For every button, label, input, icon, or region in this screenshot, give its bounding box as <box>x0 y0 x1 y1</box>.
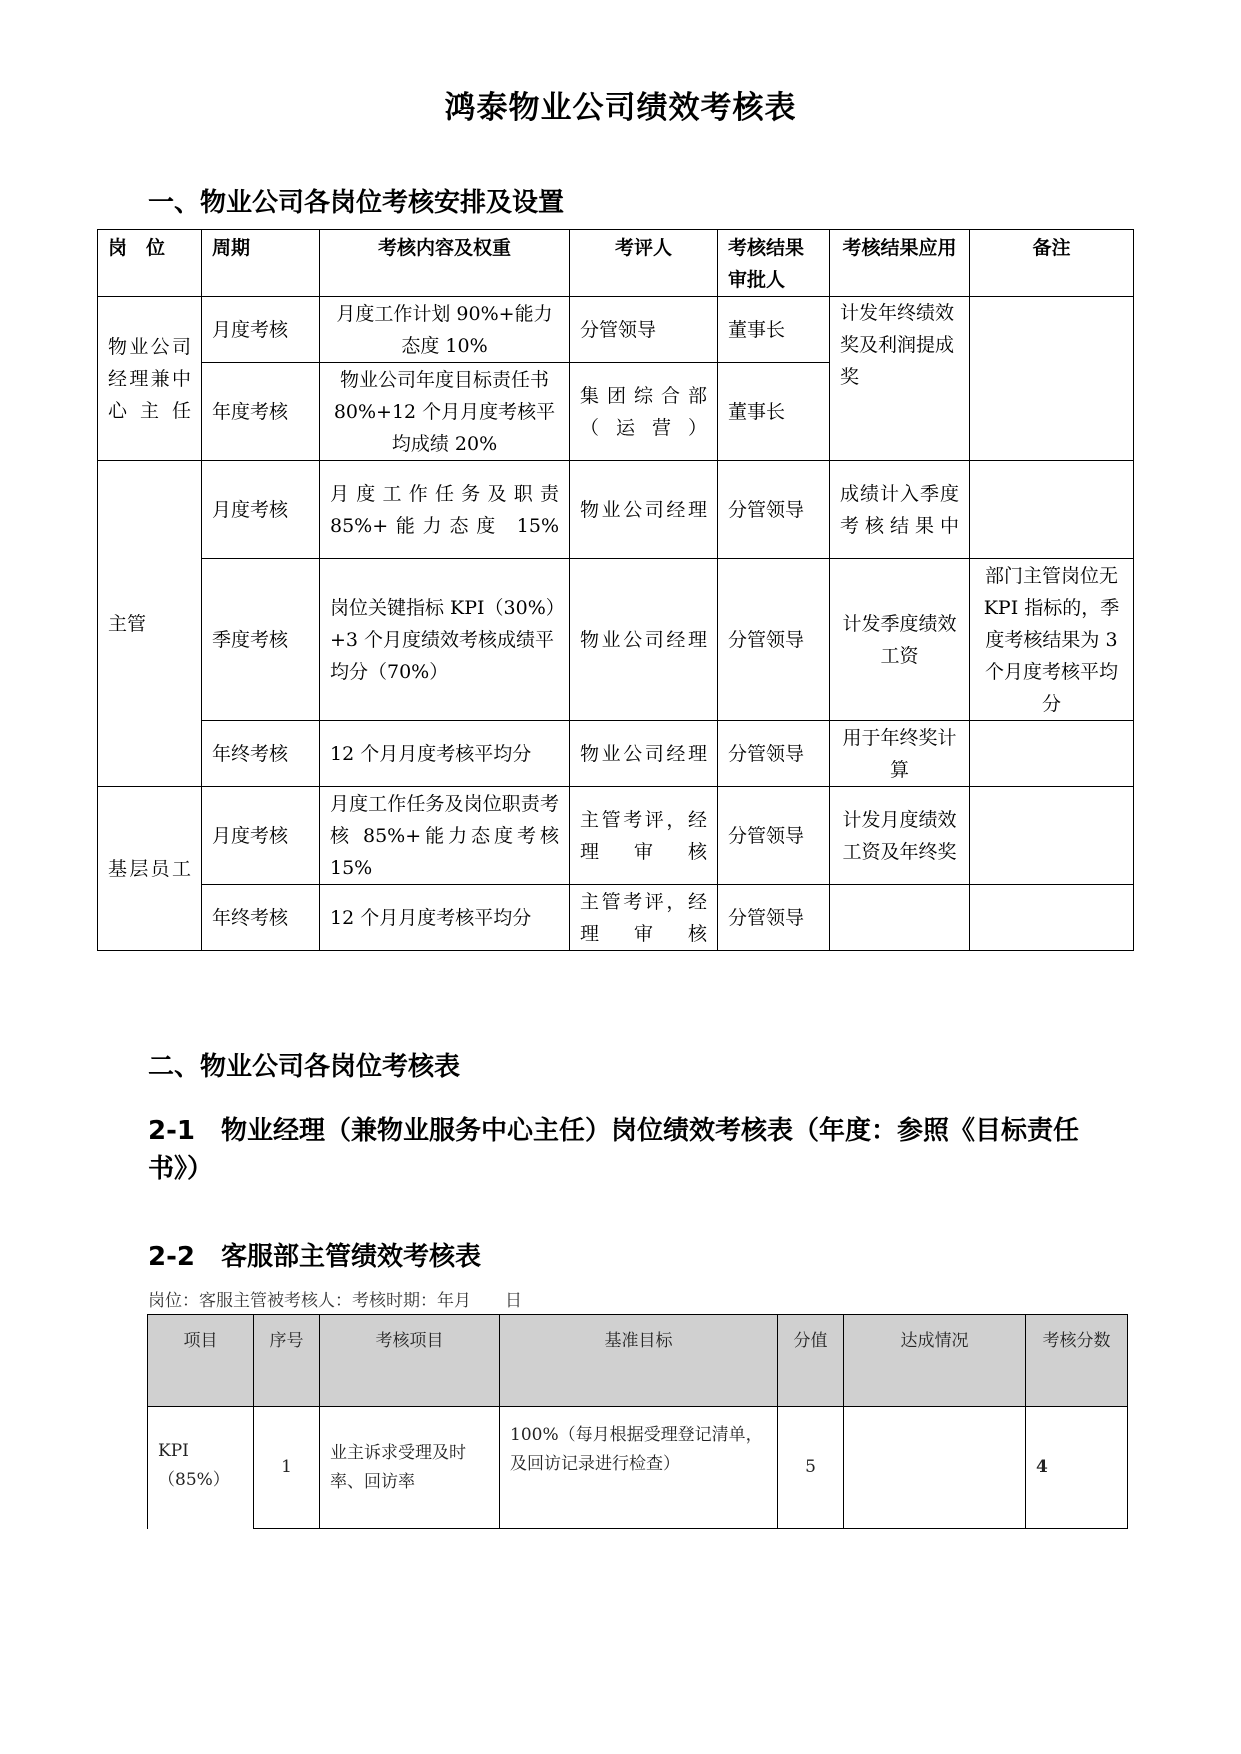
cell-evaluator: 主管考评，经理审核 <box>570 787 718 885</box>
section2-1-heading: 2-1 物业经理（兼物业服务中心主任）岗位绩效考核表（年度：参照《目标责任书》） <box>148 1116 1079 1184</box>
table-header-row <box>98 230 1134 297</box>
header-points: 分值 <box>778 1315 844 1407</box>
cell-period: 季度考核 <box>202 559 320 721</box>
cell-score: 4 <box>1026 1407 1128 1529</box>
cell-period: 月度考核 <box>202 787 320 885</box>
cell-approver: 董事长 <box>718 363 830 461</box>
header-achieved: 达成情况 <box>844 1315 1026 1407</box>
cell-content: 物业公司年度目标责任书 80%+12 个月月度考核平均成绩 20% <box>320 363 570 461</box>
service-supervisor-kpi-table <box>147 1314 1128 1529</box>
cell-note <box>970 787 1134 885</box>
document-title: 鸿泰物业公司绩效考核表 <box>444 90 797 126</box>
cell-period: 年终考核 <box>202 885 320 951</box>
cell-application: 计发月度绩效工资及年终奖 <box>830 787 970 885</box>
cell-period: 年终考核 <box>202 721 320 787</box>
cell-content: 12 个月月度考核平均分 <box>320 721 570 787</box>
cell-post: 主管 <box>98 461 202 787</box>
header-project: 考核项目 <box>320 1315 500 1407</box>
cell-content: 月度工作任务及职责 85%+能力态度 15% <box>320 461 570 559</box>
cell-approver: 分管领导 <box>718 559 830 721</box>
table-row <box>98 559 1134 721</box>
cell-evaluator: 集团综合部（运营） <box>570 363 718 461</box>
table-header-row <box>148 1315 1128 1407</box>
assessment-arrangement-table <box>97 229 1134 951</box>
cell-note <box>970 885 1134 951</box>
cell-post: 基层员工 <box>98 787 202 951</box>
header-approver: 考核结果审批人 <box>718 230 830 297</box>
cell-evaluator: 物业公司经理 <box>570 721 718 787</box>
section2-heading: 二、物业公司各岗位考核表 <box>148 1052 461 1082</box>
header-period: 周期 <box>202 230 320 297</box>
header-post: 岗 位 <box>98 230 202 297</box>
cell-evaluator: 物业公司经理 <box>570 461 718 559</box>
cell-evaluator: 主管考评，经理审核 <box>570 885 718 951</box>
cell-approver: 分管领导 <box>718 787 830 885</box>
header-note: 备注 <box>970 230 1134 297</box>
cell-note <box>970 297 1134 461</box>
cell-content: 12 个月月度考核平均分 <box>320 885 570 951</box>
table-row <box>98 461 1134 559</box>
cell-no: 1 <box>254 1407 320 1529</box>
cell-application <box>830 885 970 951</box>
header-item: 项目 <box>148 1315 254 1407</box>
cell-content: 月度工作任务及岗位职责考核 85%+能力态度考核 15% <box>320 787 570 885</box>
header-target: 基准目标 <box>500 1315 778 1407</box>
cell-project: 业主诉求受理及时率、回访率 <box>320 1407 500 1529</box>
table-row <box>98 297 1134 363</box>
header-application: 考核结果应用 <box>830 230 970 297</box>
cell-content: 月度工作计划 90%+能力 态度 10% <box>320 297 570 363</box>
cell-application: 用于年终奖计算 <box>830 721 970 787</box>
table-row <box>98 787 1134 885</box>
assessment-meta-line: 岗位：客服主管被考核人：考核时期：年月 日 <box>148 1291 522 1311</box>
section2-2-heading: 2-2 客服部主管绩效考核表 <box>148 1242 481 1272</box>
table-row <box>98 721 1134 787</box>
header-content: 考核内容及权重 <box>320 230 570 297</box>
cell-post: 物业公司经理兼中心主任 <box>98 297 202 461</box>
cell-approver: 分管领导 <box>718 721 830 787</box>
cell-period: 年度考核 <box>202 363 320 461</box>
section1-heading: 一、物业公司各岗位考核安排及设置 <box>148 188 565 218</box>
cell-note <box>970 721 1134 787</box>
table-row <box>148 1407 1128 1529</box>
table-row <box>98 885 1134 951</box>
header-score: 考核分数 <box>1026 1315 1128 1407</box>
cell-content: 岗位关键指标 KPI（30%）+3 个月度绩效考核成绩平均分（70%） <box>320 559 570 721</box>
cell-approver: 分管领导 <box>718 461 830 559</box>
cell-evaluator: 分管领导 <box>570 297 718 363</box>
cell-item: KPI（85%） <box>148 1407 254 1529</box>
cell-points: 5 <box>778 1407 844 1529</box>
cell-approver: 分管领导 <box>718 885 830 951</box>
cell-approver: 董事长 <box>718 297 830 363</box>
cell-period: 月度考核 <box>202 461 320 559</box>
cell-note: 部门主管岗位无 KPI 指标的，季度考核结果为 3 个月度考核平均分 <box>970 559 1134 721</box>
cell-application: 成绩计入季度考核结果中 <box>830 461 970 559</box>
cell-target: 100%（每月根据受理登记清单，及回访记录进行检查） <box>500 1407 778 1529</box>
header-evaluator: 考评人 <box>570 230 718 297</box>
cell-application: 计发年终绩效奖及利润提成奖 <box>830 297 970 461</box>
cell-achieved <box>844 1407 1026 1529</box>
cell-note <box>970 461 1134 559</box>
header-no: 序号 <box>254 1315 320 1407</box>
cell-period: 月度考核 <box>202 297 320 363</box>
cell-evaluator: 物业公司经理 <box>570 559 718 721</box>
cell-application: 计发季度绩效工资 <box>830 559 970 721</box>
